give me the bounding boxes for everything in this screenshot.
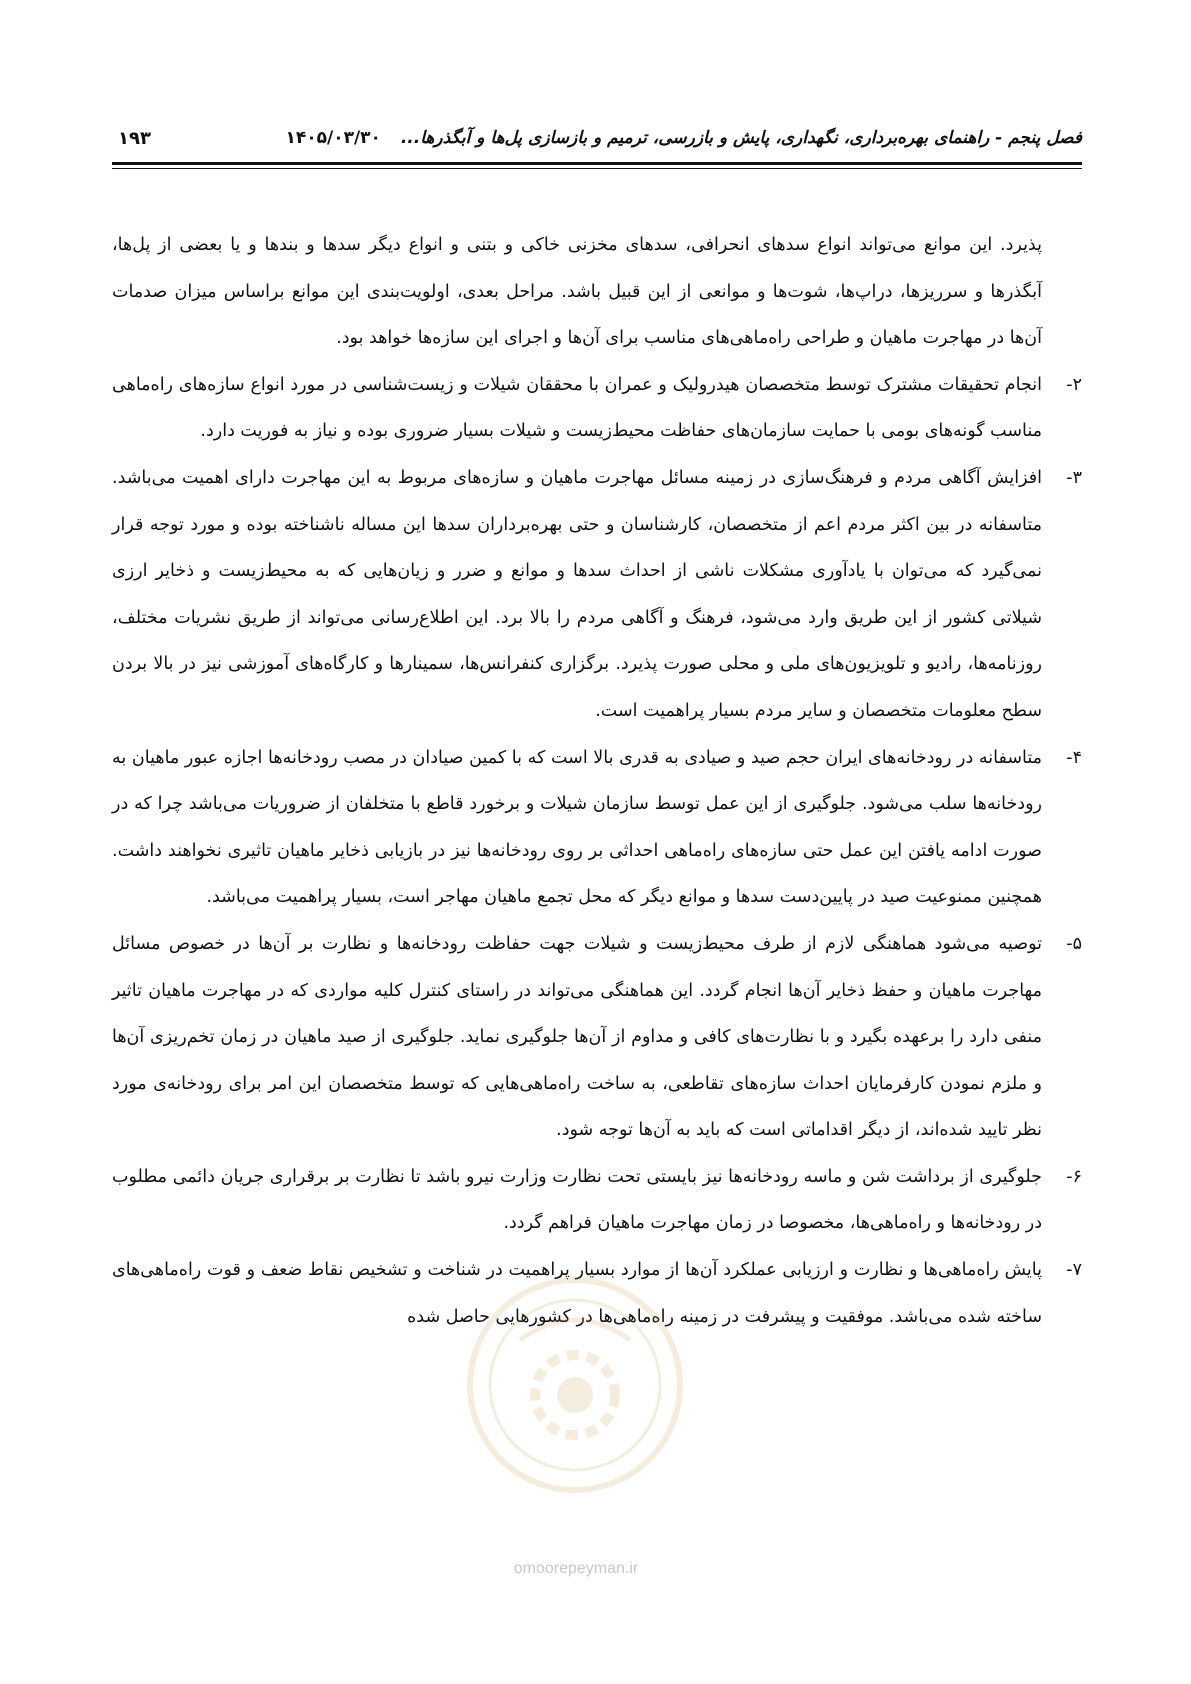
page-header [112,128,1082,154]
list-item [112,735,1082,921]
list-item [112,1154,1082,1247]
list-number: ۲- [1066,374,1082,395]
list-item [112,921,1082,1154]
header-rule-thin [112,168,1082,169]
list-item-text: متاسفانه در رودخانه‌های ایران حجم صید و صیادی به قدری بالا است که با کمین صیادان در مصب رودخانه‌ها اجازه عبور ماهیان به رودخانه‌ها سلب می‌شود. جلوگیری از این عمل توسط سازمان شیلات و برخورد قاطع با متخلفان از ضروریات می‌باشد چرا که در صورت ادامه یافتن این عمل حتی سازه‌های راه‌ماهی احداثی بر روی رودخانه‌ها نیز در بازیابی ذخایر ماهیان تاثیری نخواهند داشت. همچنین ممنوعیت صید در پایین‌دست سدها و موانع دیگر که محل تجمع ماهیان مهاجر است، بسیار پراهمیت می‌باشد. [112,747,1042,908]
list-item-text: افزایش آگاهی مردم و فرهنگ‌سازی در زمینه مسائل مهاجرت ماهیان و سازه‌های مربوط به این مهاجرت دارای اهمیت می‌باشد. متاسفانه در بین اکثر مردم اعم از متخصصان، کارشناسان و حتی بهره‌برداران سدها این مساله ناشناخته بوده و مورد توجه قرار نمی‌گیرد که می‌توان با یادآوری مشکلات ناشی از احداث سدها و موانع و ضرر و زیان‌هایی که به محیط‌زیست و ذخایر ارزی شیلاتی کشور از این طریق وارد می‌شود، فرهنگ و آگاهی مردم را بالا برد. این اطلاع‌رسانی می‌تواند از طریق نشریات مختلف، روزنامه‌ها، رادیو و تلویزیون‌های ملی و محلی صورت پذیرد. برگزاری کنفرانس‌ها، سمینارها و کارگاه‌های آموزشی نیز در بالا بردن سطح معلومات متخصصان و سایر مردم بسیار پراهمیت است. [112,467,1042,721]
list-number: ۴- [1066,747,1082,768]
list-item-text: پایش راه‌ماهی‌ها و نظارت و ارزیابی عملکرد آن‌ها از موارد بسیار پراهمیت در شناخت و تشخیص نقاط ضعف و قوت راه‌ماهی‌های ساخته شده می‌باشد. موفقیت و پیشرفت در زمینه راه‌ماهی‌ها در کشورهایی حاصل شده [112,1260,1042,1327]
watermark-url: omoorepeyman.ir [513,1560,639,1577]
body-text [112,222,1082,1340]
list-item-text: توصیه می‌شود هماهنگی لازم از طرف محیط‌زیست و شیلات جهت حفاظت رودخانه‌ها و نظارت بر آن‌ها در خصوص مسائل مهاجرت ماهیان و حفظ ذخایر آن‌ها انجام گردد. این هماهنگی می‌تواند در راستای کنترل کلیه مواردی که در مهاجرت ماهیان تاثیر منفی دارد را برعهده بگیرد و با نظارت‌های کافی و مداوم از آن‌ها جلوگیری نماید. جلوگیری از صید ماهیان در زمان تخم‌ریزی آن‌ها و ملزم نمودن کارفرمایان احداث سازه‌های تقاطعی، به ساخت راه‌ماهی‌هایی که توسط متخصصان این امر برای رودخانه‌ی مورد نظر تایید شده‌اند، از دیگر اقداماتی است که باید به آن‌ها توجه شود. [112,933,1042,1141]
list-number: ۵- [1066,933,1082,954]
page-number: ۱۹۳ [118,128,151,149]
header-rule-thick [112,162,1082,165]
header-date: ۱۴۰۵/۰۳/۳۰ [285,128,381,148]
list-item-text: جلوگیری از برداشت شن و ماسه رودخانه‌ها نیز بایستی تحت نظارت وزارت نیرو باشد تا نظارت بر برقراری جریان دائمی مطلوب در رودخانه‌ها و راه‌ماهی‌ها، مخصوصا در زمان مهاجرت ماهیان فراهم گردد. [112,1166,1042,1234]
list-number: ۷- [1066,1260,1082,1281]
watermark-seal-icon [460,1270,690,1500]
list-number: ۳- [1066,467,1082,488]
list-item [112,455,1082,735]
list-item-text: انجام تحقیقات مشترک توسط متخصصان هیدرولیک و عمران با محققان شیلات و زیست‌شناسی در مورد انواع سازه‌های راه‌ماهی مناسب گونه‌های بومی با حمایت سازمان‌های حفاظت محیط‌زیست و شیلات بسیار ضروری بوده و نیاز به فوریت دارد. [112,374,1042,442]
list-item [112,362,1082,455]
chapter-title: فصل پنجم - راهنمای بهره‌برداری، نگهداری، پایش و بازرسی، ترمیم و بازسازی پل‌ها و آبگذرها... [400,128,1082,148]
list-number: ۶- [1066,1166,1082,1187]
continuation-paragraph: پذیرد. این موانع می‌تواند انواع سدهای انحرافی، سدهای مخزنی خاکی و بتنی و انواع دیگر سدها و بندها و یا بعضی از پل‌ها، آبگذرها و سرریزها، دراپ‌ها، شوت‌ها و موانعی از این قبیل باشد. مراحل بعدی، اولویت‌بندی این موانع براساس میزان صدمات آن‌ها در مهاجرت ماهیان و طراحی راه‌ماهی‌های مناسب برای آن‌ها و اجرای این سازه‌ها خواهد بود. [112,235,1042,349]
header-title-line [285,128,1082,148]
